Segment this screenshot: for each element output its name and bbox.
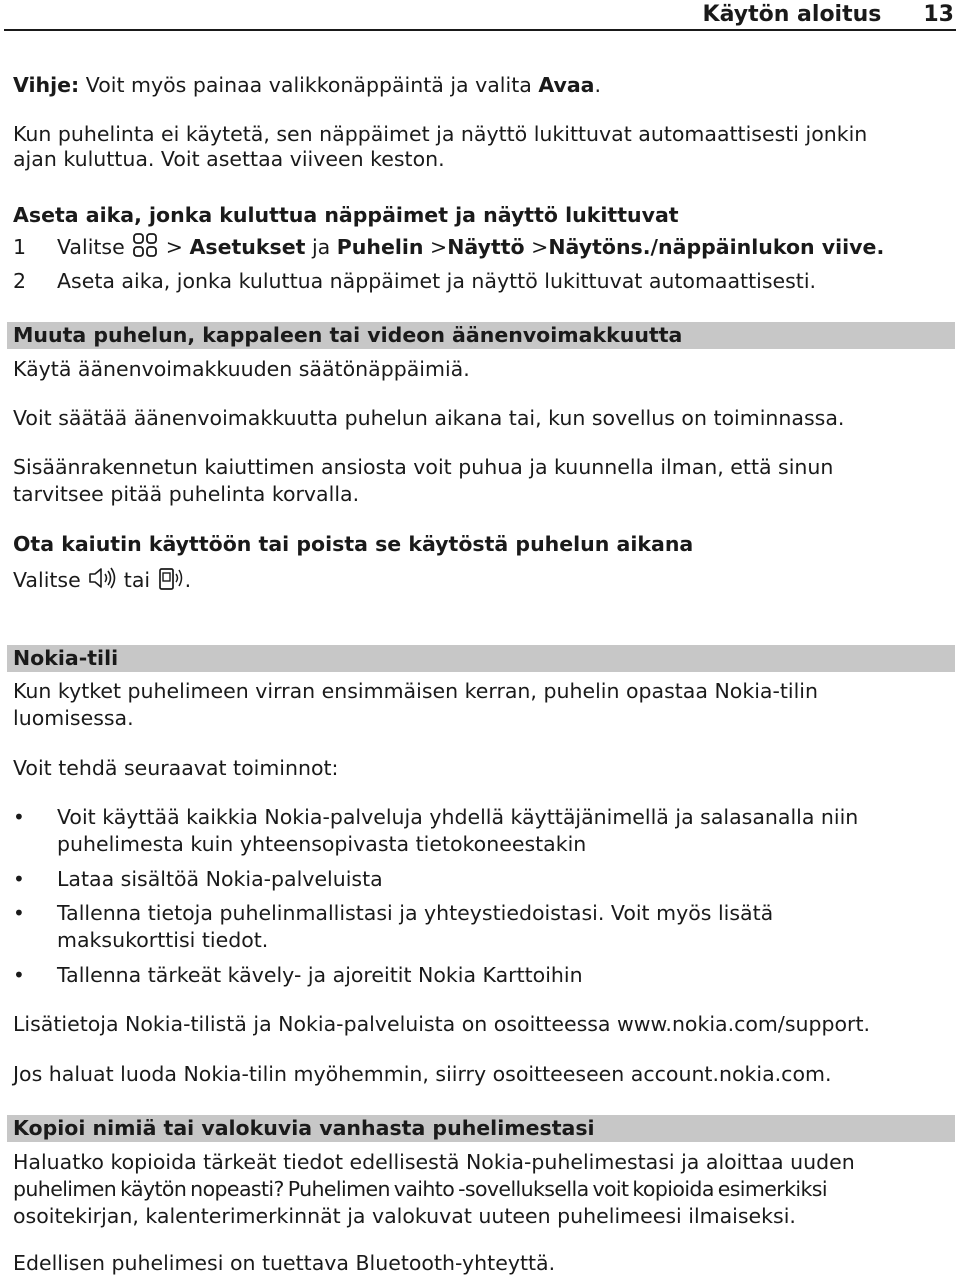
bullet-marker: • [13,963,25,987]
bullet-marker: • [13,901,25,925]
page-number: 13 [923,2,954,27]
tip-paragraph [13,72,948,99]
menu-grid-icon [131,232,159,265]
copy-p1-line1: Haluatko kopioida tärkeät tiedot edellisestä Nokia-puhelimestasi ja aloittaa uuden [13,1150,855,1174]
volume-p1: Käytä äänenvoimakkuuden säätönäppäimiä. [13,357,470,381]
lock-intro-line2: ajan kuluttua. Voit asettaa viiveen keston. [13,147,445,171]
list-item: Tallenna tärkeät kävely- ja ajoreitit Nokia Karttoihin [57,963,583,987]
copy-p1-line3: osoitekirjan, kalenterimerkinnät ja valokuvat uuteen puhelimeesi ilmaiseksi. [13,1204,796,1228]
handset-speaker-icon [157,565,185,598]
path-separator: > [430,235,448,259]
step-number: 1 [13,235,27,259]
path-display: Näyttö [447,235,525,259]
list-item-continuation: maksukorttisi tiedot. [57,928,269,952]
copy-heading: Kopioi nimiä tai valokuvia vanhasta puhelimestasi [13,1116,595,1140]
path-lock-delay: Näytöns./näppäinlukon viive. [548,235,885,259]
list-item: Tallenna tietoja puhelinmallistasi ja yhteystiedoistasi. Voit myös lisätä [57,901,774,925]
nokia-account-p1-line1: Kun kytket puhelimeen virran ensimmäisen kerran, puhelin opastaa Nokia-tilin [13,679,818,703]
volume-heading: Muuta puhelun, kappaleen tai videon äänenvoimakkuutta [13,323,683,347]
tip-text: Voit myös painaa valikkonäppäintä ja valita [79,73,539,97]
tip-label: Vihje: [13,73,80,97]
path-separator: > [531,235,549,259]
section-title: Käytön aloitus [702,2,882,27]
speaker-select-text: Valitse [13,568,81,592]
tip-action: Avaa [538,73,595,97]
speaker-on-icon [87,565,117,598]
path-and: ja [311,235,331,259]
speaker-end: . [184,568,192,592]
copy-p1-line2: puhelimen käytön nopeasti? Puhelimen vaihto -sovelluksella voit kopioida esimerkiksi [13,1177,827,1201]
path-settings: Asetukset [189,235,306,259]
lock-heading: Aseta aika, jonka kuluttua näppäimet ja näyttö lukittuvat [13,203,679,227]
nokia-account-heading: Nokia-tili [13,646,119,670]
step-number: 2 [13,269,27,293]
copy-p2: Edellisen puhelimesi on tuettava Bluetooth-yhteyttä. [13,1251,556,1275]
volume-p3-line2: tarvitsee pitää puhelinta korvalla. [13,482,360,506]
bullet-marker: • [13,805,25,829]
speaker-or-text: tai [123,568,151,592]
step-select-text: Valitse [57,235,125,259]
nokia-account-p1-line2: luomisessa. [13,706,134,730]
running-header [0,2,954,28]
nokia-account-p2: Voit tehdä seuraavat toiminnot: [13,756,339,780]
speaker-instruction [13,565,948,598]
speaker-heading: Ota kaiutin käyttöön tai poista se käytöstä puhelun aikana [13,532,694,556]
header-rule [4,29,956,31]
path-phone: Puhelin [336,235,424,259]
step-2-text: Aseta aika, jonka kuluttua näppäimet ja näyttö lukittuvat automaattisesti. [57,269,817,293]
volume-p2: Voit säätää äänenvoimakkuutta puhelun aikana tai, kun sovellus on toiminnassa. [13,406,845,430]
list-item-continuation: puhelimesta kuin yhteensopivasta tietokoneestakin [57,832,587,856]
nokia-account-p3: Lisätietoja Nokia-tilistä ja Nokia-palveluista on osoitteessa www.nokia.com/support. [13,1012,871,1036]
list-item: Voit käyttää kaikkia Nokia-palveluja yhdellä käyttäjänimellä ja salasanalla niin [57,805,859,829]
nokia-account-p4: Jos haluat luoda Nokia-tilin myöhemmin, siirry osoitteeseen account.nokia.com. [13,1062,832,1086]
bullet-marker: • [13,867,25,891]
lock-intro-line1: Kun puhelinta ei käytetä, sen näppäimet ja näyttö lukittuvat automaattisesti jonkin [13,122,868,146]
volume-p3-line1: Sisäänrakennetun kaiuttimen ansiosta voit puhua ja kuunnella ilman, että sinun [13,455,834,479]
lock-step-2 [13,268,948,295]
tip-end: . [594,73,602,97]
nokia-account-heading-band [7,645,955,672]
lock-step-1 [13,232,948,265]
list-item: Lataa sisältöä Nokia-palveluista [57,867,383,891]
path-separator: > [165,235,183,259]
